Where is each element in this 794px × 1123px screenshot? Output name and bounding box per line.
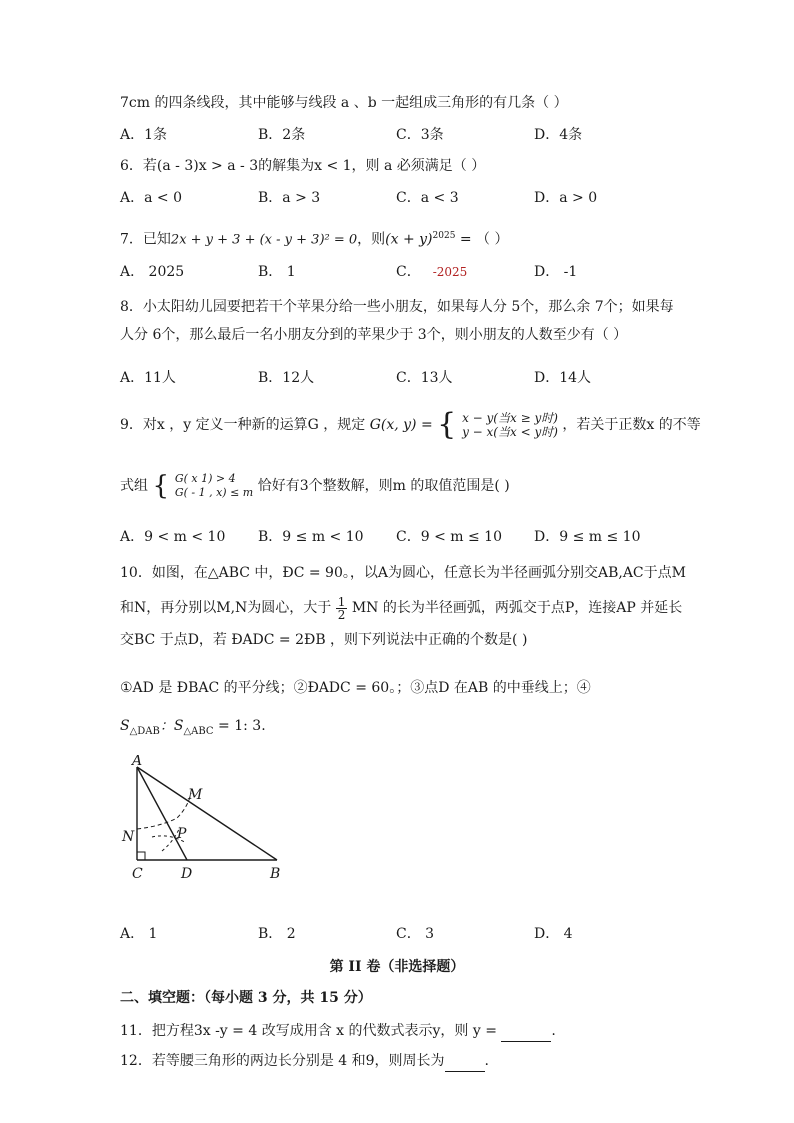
q10-option-d: D． 4 <box>534 926 573 942</box>
q9-option-b: B．9 ≤ m < 10 <box>258 529 364 545</box>
q7-option-c <box>396 262 467 282</box>
q9-option-d: D．9 ≤ m ≤ 10 <box>534 529 641 545</box>
q6-options <box>120 188 680 208</box>
q9-system-brace: { <box>152 471 169 501</box>
q9-options <box>120 527 680 547</box>
q10-line5-tail: = 1: 3. <box>213 718 266 734</box>
label-n: N <box>122 829 135 845</box>
q7-equation: 2x + y + 3 + (x - y + 3)² = 0 <box>170 232 358 248</box>
q10-line-2 <box>120 592 682 624</box>
q8-option-d: D．14人 <box>534 370 592 386</box>
q10-fraction <box>336 596 348 621</box>
q5-option-a: A．1条 <box>120 127 168 143</box>
q5-option-b: B．2条 <box>258 127 306 143</box>
q9-system-2: G( - 1 , x) ≤ m <box>174 486 254 499</box>
q12-answer-blank[interactable] <box>445 1051 485 1072</box>
q7-suffix: = （ ） <box>455 231 509 248</box>
q10-line-4: ①AD 是 ÐBAC 的平分线；②ÐADC = 60。；③点D 在AB 的中垂线上；④ <box>120 680 591 696</box>
q9-system-1: G( x 1) > 4 <box>174 472 236 485</box>
side-ab <box>137 767 277 860</box>
q7-middle: ，则 <box>357 231 386 248</box>
q10-triangle-figure <box>110 755 310 885</box>
q9-lhs: G(x, y) = <box>369 417 433 433</box>
q9-line2-prefix: 式组 <box>120 478 148 494</box>
q10-option-a: A． 1 <box>120 926 158 942</box>
q5-options <box>120 125 680 145</box>
q6-option-b: B．a > 3 <box>258 190 321 206</box>
q9-option-c: C．9 < m ≤ 10 <box>396 529 502 545</box>
q7-option-c-label: C． <box>396 264 421 280</box>
q10-fraction-den: 2 <box>337 607 346 622</box>
q10-sub1: △DAB <box>129 725 160 737</box>
q10-option-c: C． 3 <box>396 926 435 942</box>
q6-stem: 6．若(a - 3)x > a - 3的解集为x < 1，则 a 必须满足（ ） <box>120 158 486 174</box>
q8-option-c: C．13人 <box>396 370 453 386</box>
q10-line-3: 交BC 于点D，若 ÐADC = 2ÐB ，则下列说法中正确的个数是( ) <box>120 632 528 648</box>
arc-mn <box>137 793 191 829</box>
q7-expr-exp: 2025 <box>432 231 456 241</box>
q6-option-d: D．a > 0 <box>534 190 598 206</box>
q9-piecewise-brace: { <box>437 407 457 442</box>
q9-line2-suffix: 恰好有3个整数解，则m 的取值范围是( ) <box>257 478 510 494</box>
q7-options <box>120 262 680 282</box>
q7-option-d: D． -1 <box>534 264 578 280</box>
q10-s1: S <box>120 718 130 734</box>
q8-line-1: 8．小太阳幼儿园要把若干个苹果分给一些小朋友，如果每人分 5个，那么余 7个；如果每 <box>120 299 674 315</box>
q8-option-b: B．12人 <box>258 370 315 386</box>
q9-stem <box>120 404 701 446</box>
q9-piecewise <box>437 407 558 442</box>
q9-case-1: x − y(当x ≥ y时) <box>462 411 558 425</box>
label-a: A <box>132 755 143 769</box>
q11-answer-blank[interactable] <box>501 1021 551 1042</box>
q9-suffix: ，若关于正数x 的不等 <box>562 417 701 433</box>
segment-ad <box>137 767 187 860</box>
label-c: C <box>132 866 143 882</box>
q11-stem <box>120 1021 556 1042</box>
q7-prefix: 7．已知 <box>120 231 171 248</box>
q5-option-c: C．3条 <box>396 127 444 143</box>
q10-line-5 <box>120 716 266 742</box>
q7-stem <box>120 226 509 251</box>
label-p: P <box>177 826 187 842</box>
q5-stem: 7cm 的四条线段，其中能够与线段 a 、b 一起组成三角形的有几条（ ） <box>120 95 568 111</box>
q10-line-1: 10．如图，在△ABC 中，ÐC = 90。，以A为圆心，任意长为半径画弧分别交AB,AC于点M <box>120 565 686 581</box>
q11-tail: . <box>551 1023 556 1039</box>
q8-line-2: 人分 6个，那么最后一名小朋友分到的苹果少于 3个，则小朋友的人数至少有（ ） <box>120 327 628 343</box>
label-m: M <box>188 787 203 803</box>
q5-option-d: D．4条 <box>534 127 583 143</box>
q6-option-c: C．a < 3 <box>396 190 459 206</box>
q10-options <box>120 924 680 944</box>
q7-expr-base: (x + y) <box>385 231 433 248</box>
q9-system <box>152 471 253 501</box>
q8-options <box>120 368 680 388</box>
q9-line-2 <box>120 466 510 506</box>
right-angle-mark <box>137 852 145 860</box>
q12-tail: . <box>484 1053 489 1069</box>
label-b: B <box>270 866 281 882</box>
q7-option-a: A． 2025 <box>120 264 185 280</box>
q6-option-a: A．a < 0 <box>120 190 182 206</box>
section-2-title: 第 II 卷（非选择题） <box>329 959 465 975</box>
q9-prefix: 9．对x ，y 定义一种新的运算G ，规定 <box>120 417 366 433</box>
q11-text: 11．把方程3x -y = 4 改写成用含 x 的代数式表示y，则 y = <box>120 1023 502 1039</box>
q10-line2-a: 和N，再分别以M,N为圆心，大于 <box>120 600 332 616</box>
q10-line2-b: MN 的长为半径画弧，两弧交于点P，连接AP 并延长 <box>351 600 683 616</box>
q12-text: 12．若等腰三角形的两边长分别是 4 和9，则周长为 <box>120 1053 445 1069</box>
q7-option-c-value: -2025 <box>432 265 468 279</box>
q10-sub2: △ABC <box>183 725 214 737</box>
label-d: D <box>181 866 193 882</box>
q9-option-a: A．9 < m < 10 <box>120 529 226 545</box>
q10-s2: ：S <box>159 718 184 734</box>
q12-stem <box>120 1051 489 1072</box>
q10-option-b: B． 2 <box>258 926 296 942</box>
q8-option-a: A．11人 <box>120 370 176 386</box>
section-2-heading: 二、填空题：（每小题 3 分，共 15 分） <box>120 990 372 1006</box>
q7-option-b: B． 1 <box>258 264 296 280</box>
q10-fraction-num: 1 <box>337 594 346 609</box>
q9-case-2: y − x(当x < y时) <box>462 425 558 439</box>
